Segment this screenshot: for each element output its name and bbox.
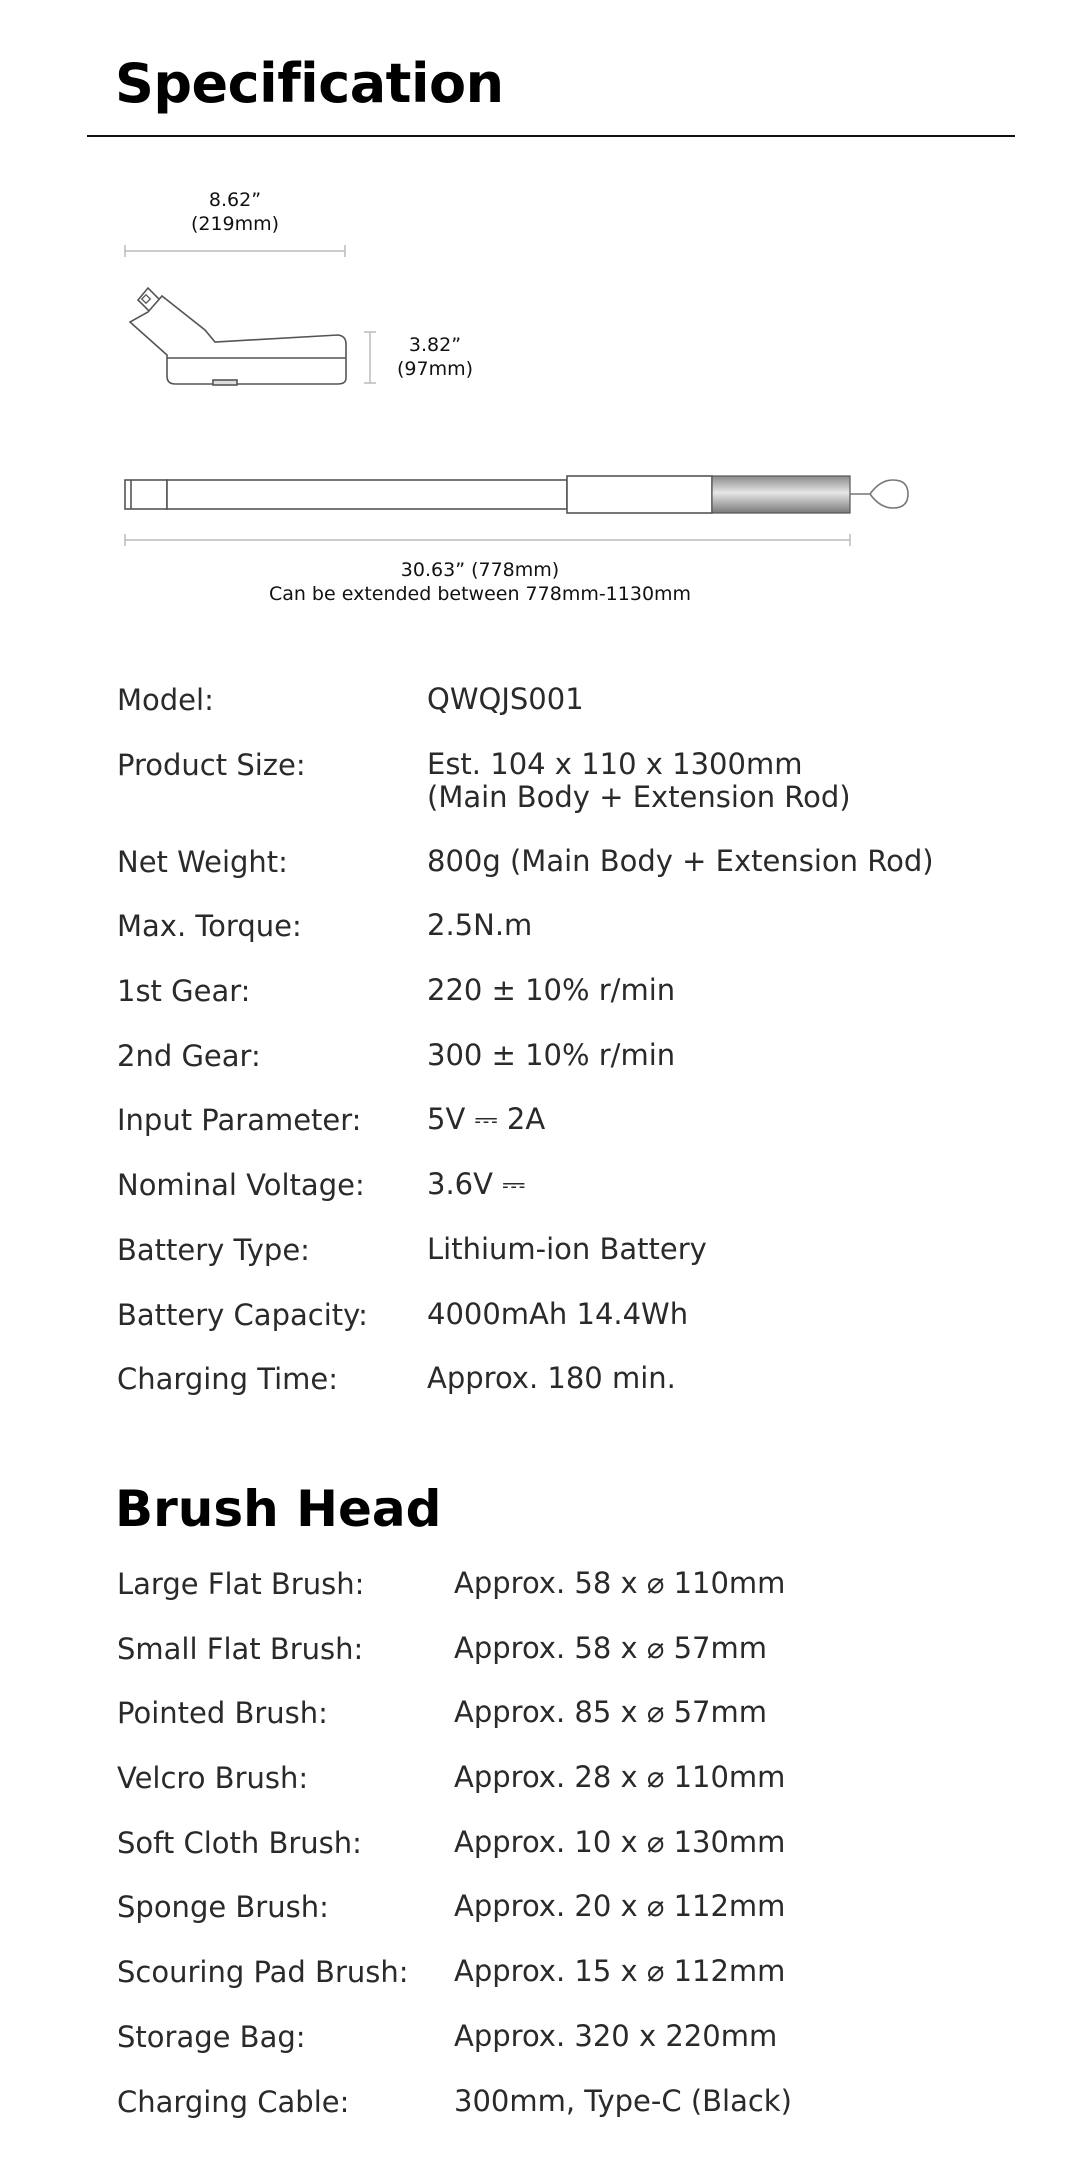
spec-row-max-torque: Max. Torque: 2.5N.m (117, 908, 533, 944)
rod-length-label: 30.63” (778mm) Can be extended between 778mm-1130mm (268, 559, 692, 605)
spec-row-1st-gear: 1st Gear: 220 ± 10% r/min (117, 973, 676, 1009)
spec-row-product-size: Product Size: Est. 104 x 110 x 1300mm (Main Body + Extension Rod) (117, 746, 851, 814)
head-height-label: 3.82” (97mm) (396, 334, 474, 380)
rod-grip (712, 476, 850, 513)
brush-row-pointed: Pointed Brush: Approx. 85 x ⌀ 57mm (117, 1695, 767, 1731)
page-title: Specification (115, 52, 504, 115)
rod-loop (850, 480, 908, 508)
brush-row-soft-cloth: Soft Cloth Brush: Approx. 10 x ⌀ 130mm (117, 1824, 786, 1860)
spec-row-2nd-gear: 2nd Gear: 300 ± 10% r/min (117, 1037, 676, 1073)
brush-row-storage-bag: Storage Bag: Approx. 320 x 220mm (117, 2018, 778, 2054)
brush-row-velcro: Velcro Brush: Approx. 28 x ⌀ 110mm (117, 1760, 786, 1796)
head-height-line (364, 332, 376, 383)
brush-row-large-flat: Large Flat Brush: Approx. 58 x ⌀ 110mm (117, 1566, 786, 1601)
dimension-diagram (0, 0, 1080, 640)
spec-row-battery-type: Battery Type: Lithium-ion Battery (117, 1231, 707, 1267)
spec-row-charging-time: Charging Time: Approx. 180 min. (117, 1361, 676, 1397)
head-width-line (125, 245, 345, 257)
head-width-label: 8.62” (219mm) (190, 189, 280, 235)
spec-row-net-weight: Net Weight: 800g (Main Body + Extension Rod) (117, 843, 934, 879)
brush-row-small-flat: Small Flat Brush: Approx. 58 x ⌀ 57mm (117, 1630, 767, 1666)
brush-head-drawing (130, 288, 346, 385)
brush-row-sponge: Sponge Brush: Approx. 20 x ⌀ 112mm (117, 1889, 786, 1925)
brush-row-scouring-pad: Scouring Pad Brush: Approx. 15 x ⌀ 112mm (117, 1954, 786, 1990)
spec-row-battery-capacity: Battery Capacity: 4000mAh 14.4Wh (117, 1296, 689, 1332)
spec-row-input-parameter: Input Parameter: 5V ⎓ 2A (117, 1102, 546, 1138)
brush-head-title: Brush Head (115, 1480, 442, 1538)
rod-length-line (125, 534, 850, 546)
spec-row-nominal-voltage: Nominal Voltage: 3.6V ⎓ (117, 1167, 526, 1203)
brush-row-charging-cable: Charging Cable: 300mm, Type-C (Black) (117, 2083, 792, 2119)
extension-rod-drawing (125, 476, 712, 513)
spec-list (117, 683, 1057, 1427)
brush-head-list (117, 1567, 1057, 2149)
spec-row-model: Model: QWQJS001 (117, 682, 584, 717)
